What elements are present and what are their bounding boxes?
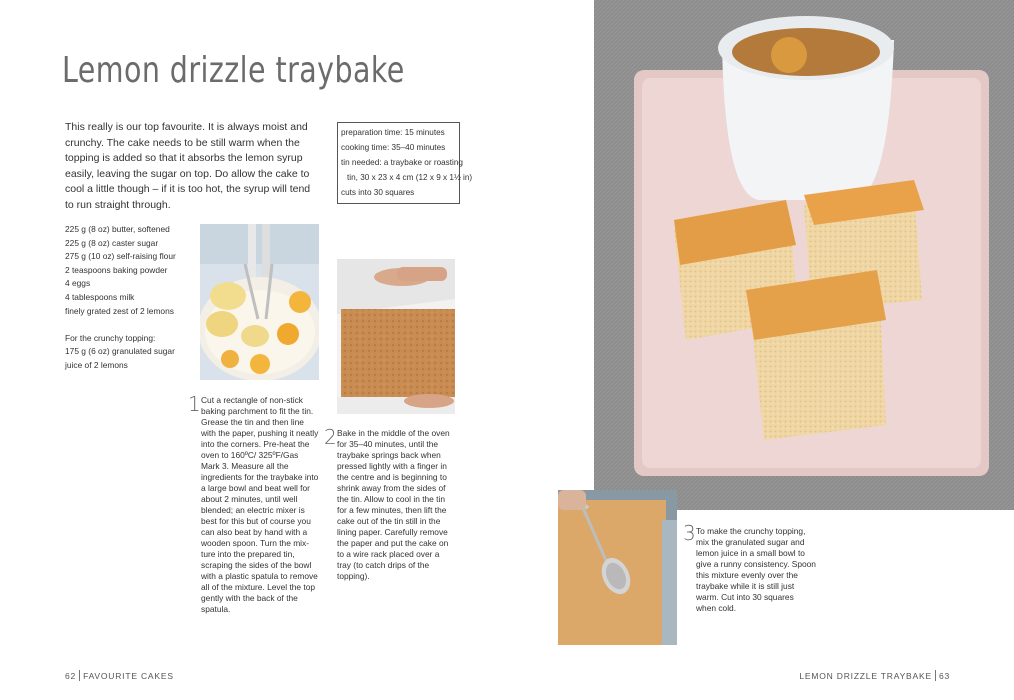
ingredient-item: juice of 2 lemons <box>65 359 128 370</box>
topping-illustration <box>558 490 677 645</box>
prep-time: preparation time: 15 minutes <box>341 128 445 137</box>
topping-heading: For the crunchy topping: <box>65 332 156 343</box>
tin-needed: tin needed: a traybake or roasting <box>341 158 463 167</box>
baked-cake-photo <box>337 259 455 414</box>
ingredients-list <box>65 223 195 373</box>
hero-cake-photo <box>594 0 1014 510</box>
ingredient-item: 225 g (8 oz) caster sugar <box>65 237 159 248</box>
ingredient-item: 175 g (6 oz) granulated sugar <box>65 346 175 357</box>
ingredient-item: 2 teaspoons baking powder <box>65 264 168 275</box>
cook-time: cooking time: 35–40 minutes <box>341 143 446 152</box>
mixing-bowl-photo <box>200 224 319 380</box>
page-number: 63 <box>938 671 950 681</box>
ingredient-item: 225 g (8 oz) butter, softened <box>65 224 170 234</box>
tin-size: tin, 30 x 23 x 4 cm (12 x 9 x 1½ in) <box>347 173 473 182</box>
baked-cake-illustration <box>337 259 455 414</box>
ingredient-item: finely grated zest of 2 lemons <box>65 305 174 316</box>
ingredient-item: 275 g (10 oz) self-raising flour <box>65 251 176 262</box>
page-title: Lemon drizzle traybake <box>62 50 405 91</box>
step-number: 1 <box>188 392 201 416</box>
ingredient-item: 4 tablespoons milk <box>65 291 135 302</box>
footer-right <box>799 670 950 681</box>
section-title: LEMON DRIZZLE TRAYBAKE <box>799 671 932 681</box>
topping-photo <box>558 490 677 645</box>
step-number: 3 <box>683 521 696 545</box>
footer-left <box>65 670 174 681</box>
step-number: 2 <box>324 425 337 449</box>
yield: cuts into 30 squares <box>341 188 415 197</box>
intro-paragraph: This really is our top favourite. It is always moist and crunchy. The cake needs to be still warm when the topping is added so that it absorbs the lemon syrup easily, leaving the sugar on top. Do allow the cake to cool a little though – if it is too hot, the syrup will tend to run straight through. <box>65 121 311 211</box>
mixing-bowl-illustration <box>200 224 319 380</box>
hero-cake-illustration <box>594 0 1014 510</box>
step-text: To make the crunchy topping, mix the granulated sugar and lemon juice in a small bowl to give a runny consistency. Spoon this mixture evenly over the traybake while it is still just warm. Cut into 30 squares when cold. <box>696 526 816 613</box>
page-number: 62 <box>65 671 77 681</box>
ingredient-item: 4 eggs <box>65 278 91 289</box>
step-text: Bake in the middle of the oven for 35–40 minutes, until the traybake springs back when pressed lightly with a finger in the centre and is beginning to shrink away from the sides of the tin. Allow to cool in the tin for a few minutes, then lift the cake out of the tin still in the lining paper. Carefully remove the paper and put the cake on to a wire rack placed over a tray (to catch drips of the topping). <box>337 428 450 581</box>
recipe-info-box <box>337 122 473 204</box>
step-text: Cut a rectangle of non-stick baking parchment to fit the tin. Grease the tin and then line with the paper, pushing it neatly into the corners. Pre-heat the oven to 160ºC/ 325ºF/Gas Mark 3. Measure all the ingredients for the traybake into a large bowl and beat well for about 2 minutes, until well blended; an electric mixer is best for this but of course you can also beat by hand with a wooden spoon. Turn the mix-ture into the prepared tin, scraping the sides of the bowl with a plastic spatula to remove all of the mixture. Level the top gently with the back of the spatula. <box>201 395 319 614</box>
section-title: FAVOURITE CAKES <box>83 671 174 681</box>
